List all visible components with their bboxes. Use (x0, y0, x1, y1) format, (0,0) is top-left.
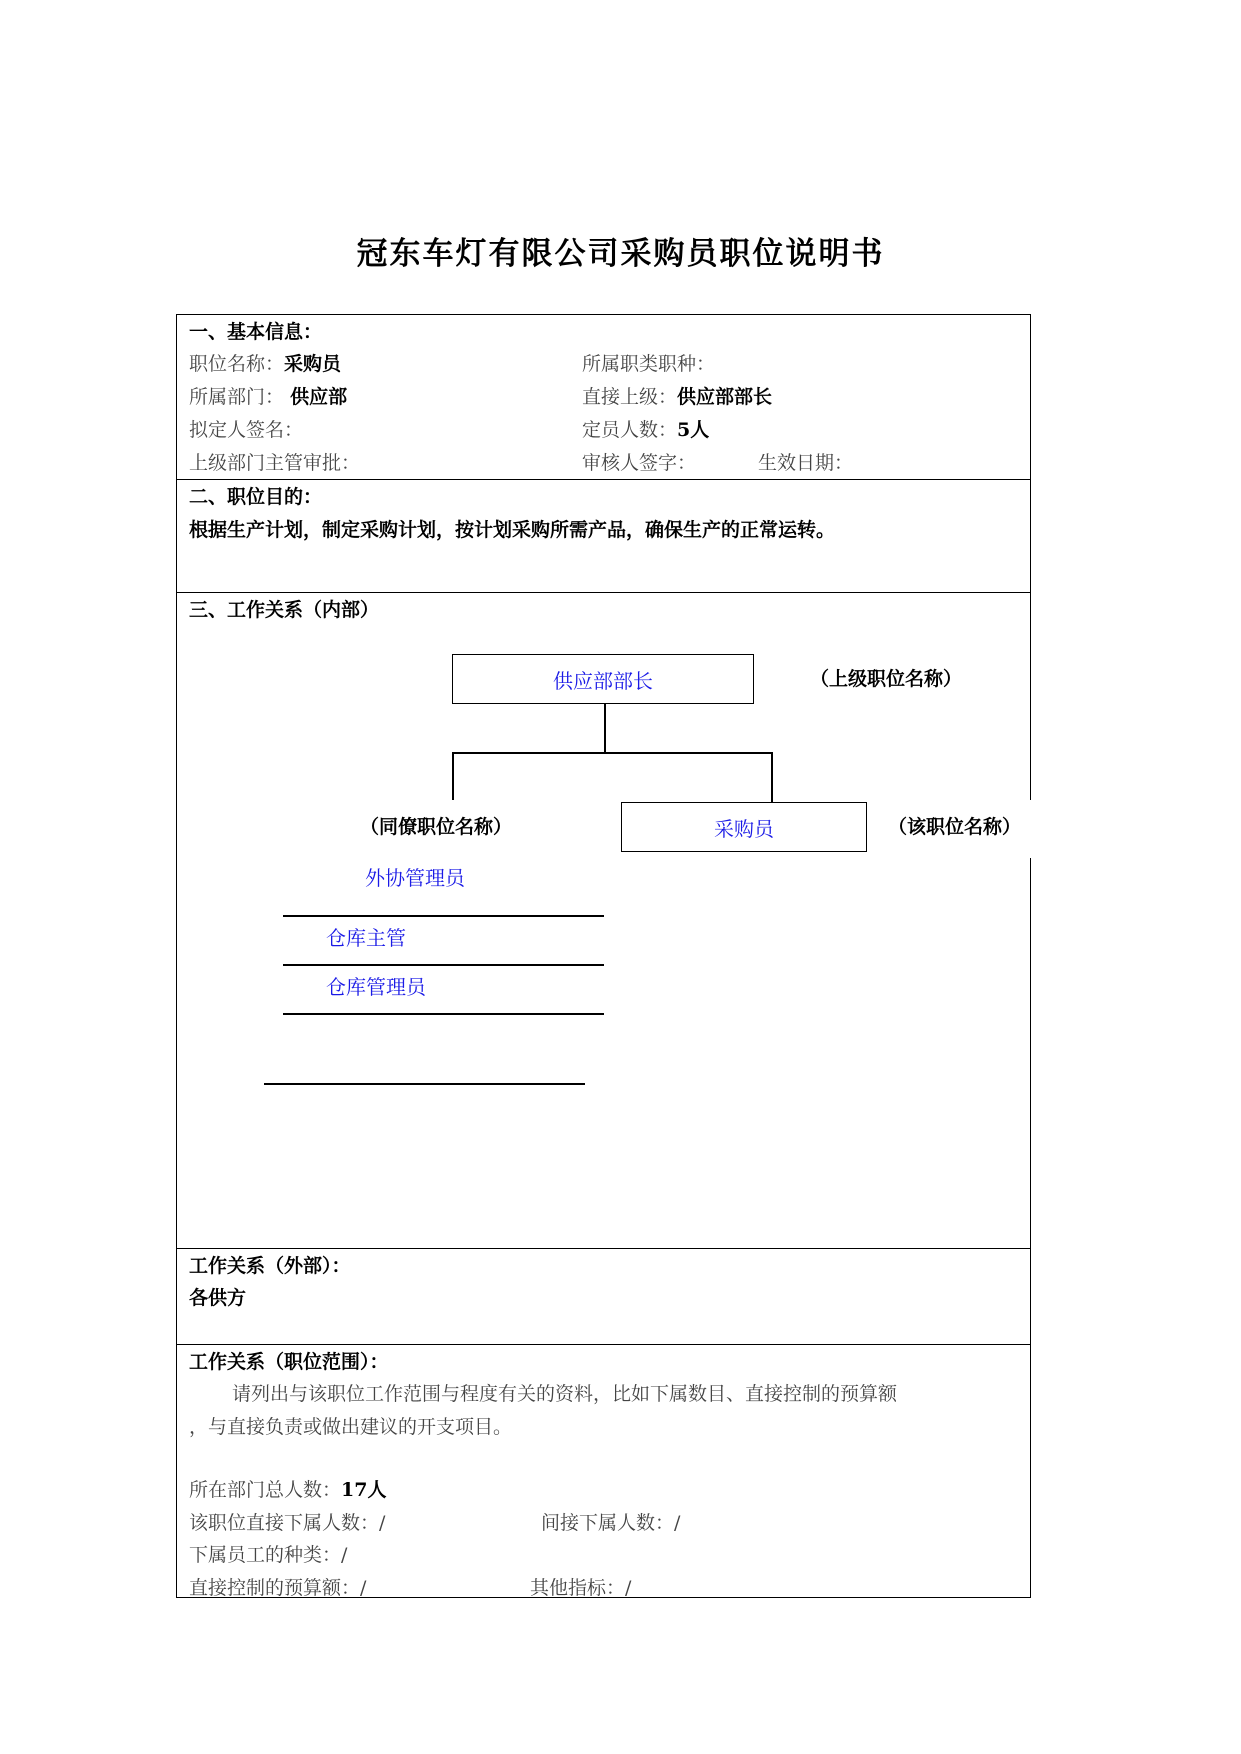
superior-position-box: 供应部部长 (452, 654, 754, 704)
section-divider (176, 1344, 1031, 1345)
section5-heading: 工作关系（职位范围）： (189, 1351, 389, 1373)
budget-label: 直接控制的预算额：/ (189, 1577, 367, 1599)
section2-heading: 二、职位目的： (189, 486, 323, 508)
direct-subordinates-label: 该职位直接下属人数：/ (189, 1512, 386, 1534)
section1-heading: 一、基本信息： (189, 321, 323, 343)
reviewer-label: 审核人签字： (582, 452, 697, 474)
supervisor-value: 供应部部长 (677, 386, 773, 408)
external-relations-text: 各供方 (189, 1287, 247, 1309)
org-connector (452, 752, 772, 754)
section3-heading: 三、工作关系（内部） (189, 599, 380, 621)
headcount-row (582, 418, 709, 442)
peer-item: 仓库主管 (326, 926, 406, 950)
job-category-label: 所属职类职种： (582, 353, 716, 375)
peer-separator (283, 1013, 604, 1015)
subordinate-types-label: 下属员工的种类：/ (189, 1544, 348, 1566)
section-divider (176, 592, 1031, 593)
org-connector (604, 704, 606, 752)
department-row (189, 385, 347, 409)
dept-total-label: 所在部门总人数： (189, 1479, 342, 1501)
department-label: 所属部门： (189, 386, 285, 408)
approval-label: 上级部门主管审批： (189, 452, 361, 474)
peer-separator (264, 1083, 585, 1085)
position-name-label: 职位名称： (189, 353, 285, 375)
section4-heading: 工作关系（外部）： (189, 1255, 351, 1277)
border-gap (1025, 800, 1037, 858)
supervisor-row (582, 385, 772, 409)
peer-item: 仓库管理员 (326, 975, 426, 999)
peer-separator (283, 964, 604, 966)
peer-item: 外协管理员 (365, 866, 465, 890)
department-value: 供应部 (290, 386, 348, 408)
instruction-line-2: ，与直接负责或做出建议的开支项目。 (189, 1416, 513, 1438)
indirect-subordinates-label: 间接下属人数：/ (541, 1512, 681, 1534)
document-title: 冠东车灯有限公司采购员职位说明书 (356, 236, 885, 272)
position-purpose-text: 根据生产计划，制定采购计划，按计划采购所需产品，确保生产的正常运转。 (189, 519, 836, 541)
supervisor-label: 直接上级： (582, 386, 678, 408)
org-connector (452, 752, 454, 800)
position-name-row (189, 352, 341, 376)
peer-separator (283, 915, 604, 917)
other-indicators-label: 其他指标：/ (530, 1577, 632, 1599)
peer-position-note: （同僚职位名称） (360, 816, 513, 838)
position-name-value: 采购员 (284, 353, 342, 375)
superior-position-note: （上级职位名称） (810, 668, 963, 690)
section-divider (176, 1248, 1031, 1249)
section-divider (176, 479, 1031, 480)
dept-total-value: 17人 (341, 1479, 387, 1501)
drafter-label: 拟定人签名： (189, 419, 304, 441)
self-position-note: （该职位名称） (888, 816, 1022, 838)
instruction-line-1: 请列出与该职位工作范围与程度有关的资料，比如下属数目、直接控制的预算额 (232, 1383, 898, 1405)
headcount-label: 定员人数： (582, 419, 678, 441)
self-position-box: 采购员 (621, 802, 867, 852)
effective-date-label: 生效日期： (758, 452, 854, 474)
headcount-value: 5人 (677, 419, 710, 441)
dept-total-row (189, 1478, 386, 1502)
org-connector (771, 752, 773, 802)
